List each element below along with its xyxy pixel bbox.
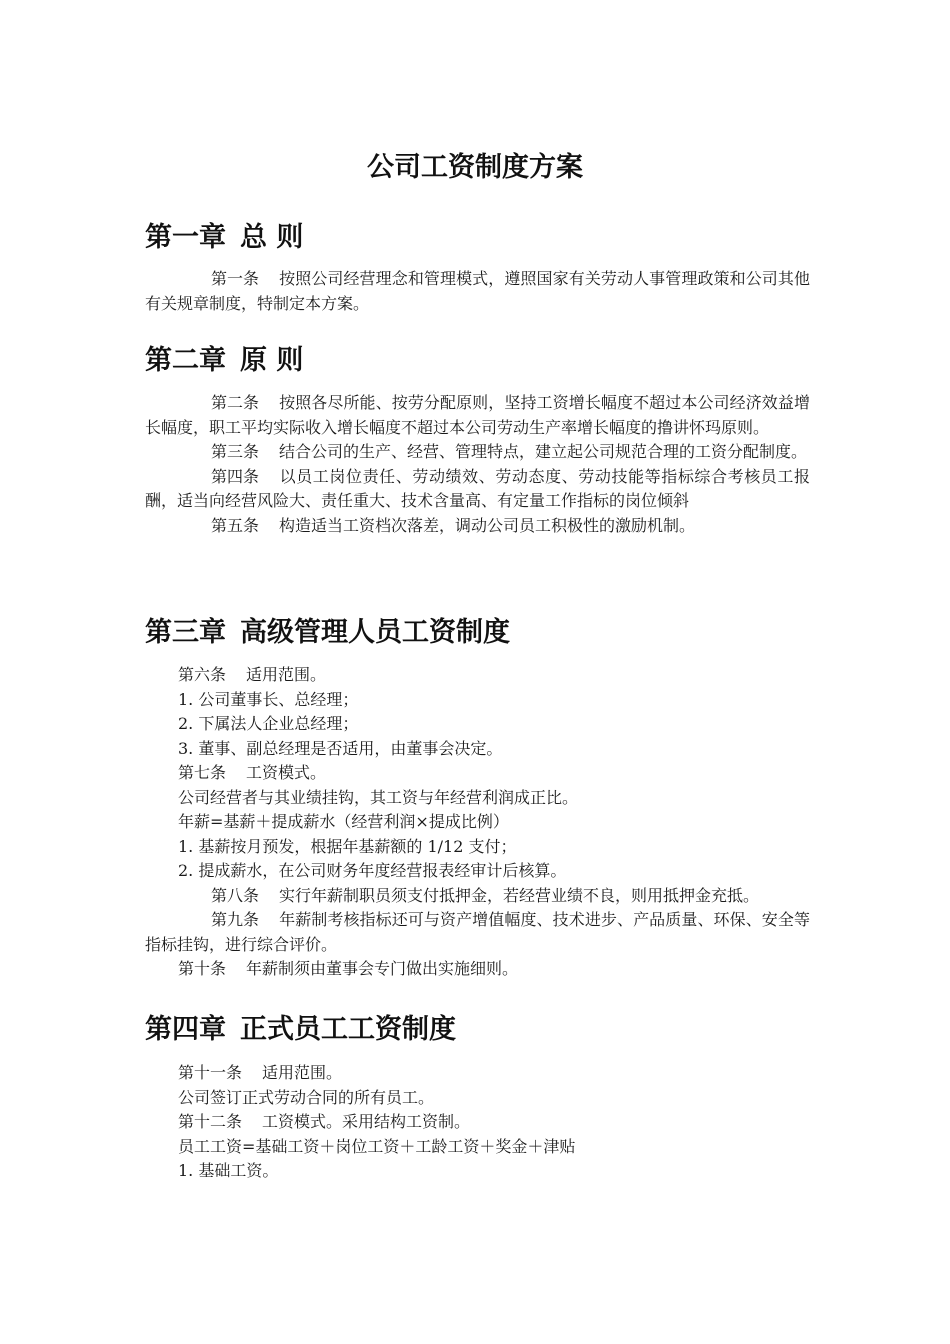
article-7: 第七条 工资模式。 [178,763,327,782]
chapter-3-name: 高级管理人员工资制度 [240,617,510,648]
article-11: 第十一条 适用范围。 [178,1063,343,1082]
list-item: 1. 基础工资。 [178,1161,279,1180]
formula-line: 年薪=基薪＋提成薪水（经营利润×提成比例） [178,812,509,831]
list-item: 1. 公司董事长、总经理； [178,689,359,709]
chapter-1-name: 总 则 [240,222,304,253]
chapter-4-number: 第四章 [145,1014,226,1045]
chapter-1-number: 第一章 [145,222,226,253]
article-4: 第四条 以员工岗位责任、劳动绩效、劳动态度、劳动技能等指标综合考核员工报酬，适当向经营风险大、责任重大、技术含量高、有定量工作指标的岗位倾斜 [145,466,810,510]
body-line: 公司经营者与其业绩挂钩，其工资与年经营利润成正比。 [178,787,579,807]
article-8: 第八条 实行年薪制职员须支付抵押金，若经营业绩不良，则用抵押金充抵。 [211,885,760,905]
list-item: 1. 基薪按月预发，根据年基薪额的 1/12 支付； [178,836,517,856]
body-line: 公司签订正式劳动合同的所有员工。 [178,1087,435,1107]
chapter-3-number: 第三章 [145,617,226,648]
list-item: 3. 董事、副总经理是否适用，由董事会决定。 [178,738,503,758]
chapter-1-heading [145,220,825,256]
article-1: 第一条 按照公司经营理念和管理模式，遵照国家有关劳动人事管理政策和公司其他有关规章制度，特制定本方案。 [145,269,810,313]
chapter-2-number: 第二章 [145,345,226,376]
article-5: 第五条 构造适当工资档次落差，调动公司员工积极性的激励机制。 [211,515,696,535]
article-2: 第二条 按照各尽所能、按劳分配原则，坚持工资增长幅度不超过本公司经济效益增长幅度，职工平均实际收入增长幅度不超过本公司劳动生产率增长幅度的撸讲怀玛原则。 [145,393,810,437]
chapter-4-body [145,1061,810,1184]
document-title: 公司工资制度方案 [367,152,583,183]
list-item: 2. 下属法人企业总经理； [178,714,359,733]
chapter-2-name: 原 则 [240,345,304,376]
chapter-1-body [145,267,810,316]
article-12: 第十二条 工资模式。采用结构工资制。 [178,1112,471,1131]
article-10: 第十条 年薪制须由董事会专门做出实施细则。 [178,959,519,978]
chapter-2-body [145,391,810,538]
list-item: 2. 提成薪水，在公司财务年度经营报表经审计后核算。 [178,861,567,880]
chapter-4-name: 正式员工工资制度 [240,1014,456,1045]
article-3: 第三条 结合公司的生产、经营、管理特点，建立起公司规范合理的工资分配制度。 [211,442,808,461]
chapter-3-heading [145,615,825,651]
article-6: 第六条 适用范围。 [178,665,327,684]
chapter-3-body [145,663,810,982]
chapter-2-heading [145,343,825,379]
article-9: 第九条 年薪制考核指标还可与资产增值幅度、技术进步、产品质量、环保、安全等指标挂钩，进行综合评价。 [145,910,810,954]
chapter-4-heading [145,1012,825,1048]
formula-line: 员工工资=基础工资＋岗位工资＋工龄工资＋奖金＋津贴 [178,1136,576,1156]
